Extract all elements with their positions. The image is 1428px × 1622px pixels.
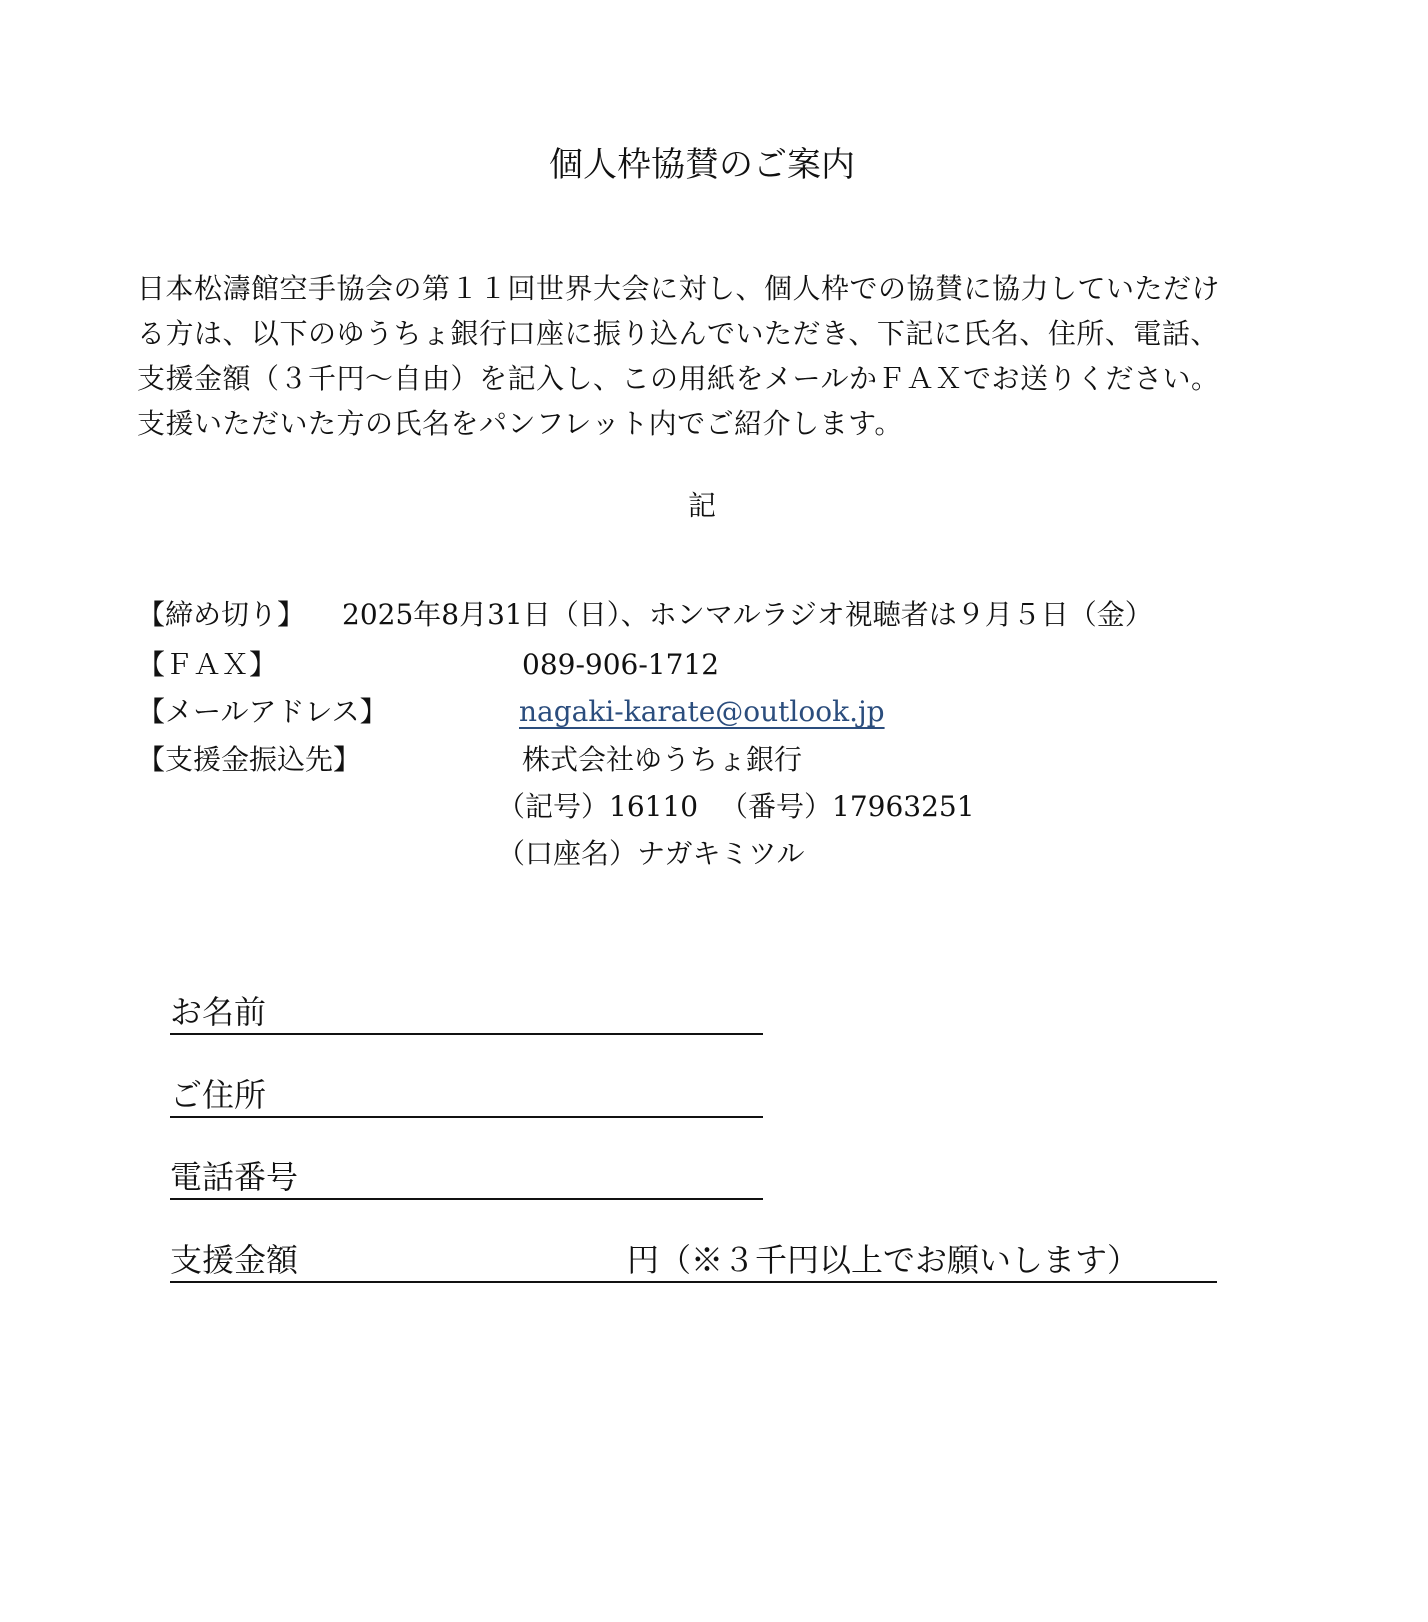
fax-value: 089-906-1712 xyxy=(522,648,720,681)
name-field[interactable] xyxy=(170,991,763,1035)
intro-paragraph: 日本松濤館空手協会の第１１回世界大会に対し、個人枠での協賛に協力していただける方は、以下のゆうちょ銀行口座に振り込んでいただき、下記に氏名、住所、電話、支援金額（３千円〜自由）を記入し、この用紙をメールかＦＡＸでお送りください。支援いただいた方の氏名をパンフレット内でご紹介します。 xyxy=(137,272,1221,440)
email-label: 【メールアドレス】 xyxy=(137,695,388,728)
bank-holder: （口座名）ナガキミツル xyxy=(497,837,805,870)
deadline-value: 2025年8月31日（日）、ホンマルラジオ視聴者は９月５日（金） xyxy=(342,598,1153,631)
address-field[interactable] xyxy=(170,1074,763,1118)
address-label: ご住所 xyxy=(170,1076,267,1114)
fax-label: 【ＦＡＸ】 xyxy=(137,648,278,681)
bank-symbol: （記号）16110 xyxy=(497,790,699,823)
document-title: 個人枠協賛のご案内 xyxy=(549,145,855,185)
deadline-label: 【締め切り】 xyxy=(137,598,306,631)
amount-label: 支援金額 xyxy=(170,1241,299,1279)
ki-heading: 記 xyxy=(687,489,716,522)
bank-label: 【支援金振込先】 xyxy=(137,743,362,776)
amount-note: 円（※３千円以上でお願いします） xyxy=(627,1241,1140,1279)
amount-field[interactable] xyxy=(170,1239,1217,1283)
bank-name: 株式会社ゆうちょ銀行 xyxy=(522,743,803,776)
bank-number: （番号）17963251 xyxy=(720,790,975,823)
phone-field[interactable] xyxy=(170,1156,763,1200)
phone-label: 電話番号 xyxy=(170,1158,299,1196)
name-label: お名前 xyxy=(170,993,267,1031)
email-link[interactable]: nagaki-karate@outlook.jp xyxy=(519,695,885,728)
